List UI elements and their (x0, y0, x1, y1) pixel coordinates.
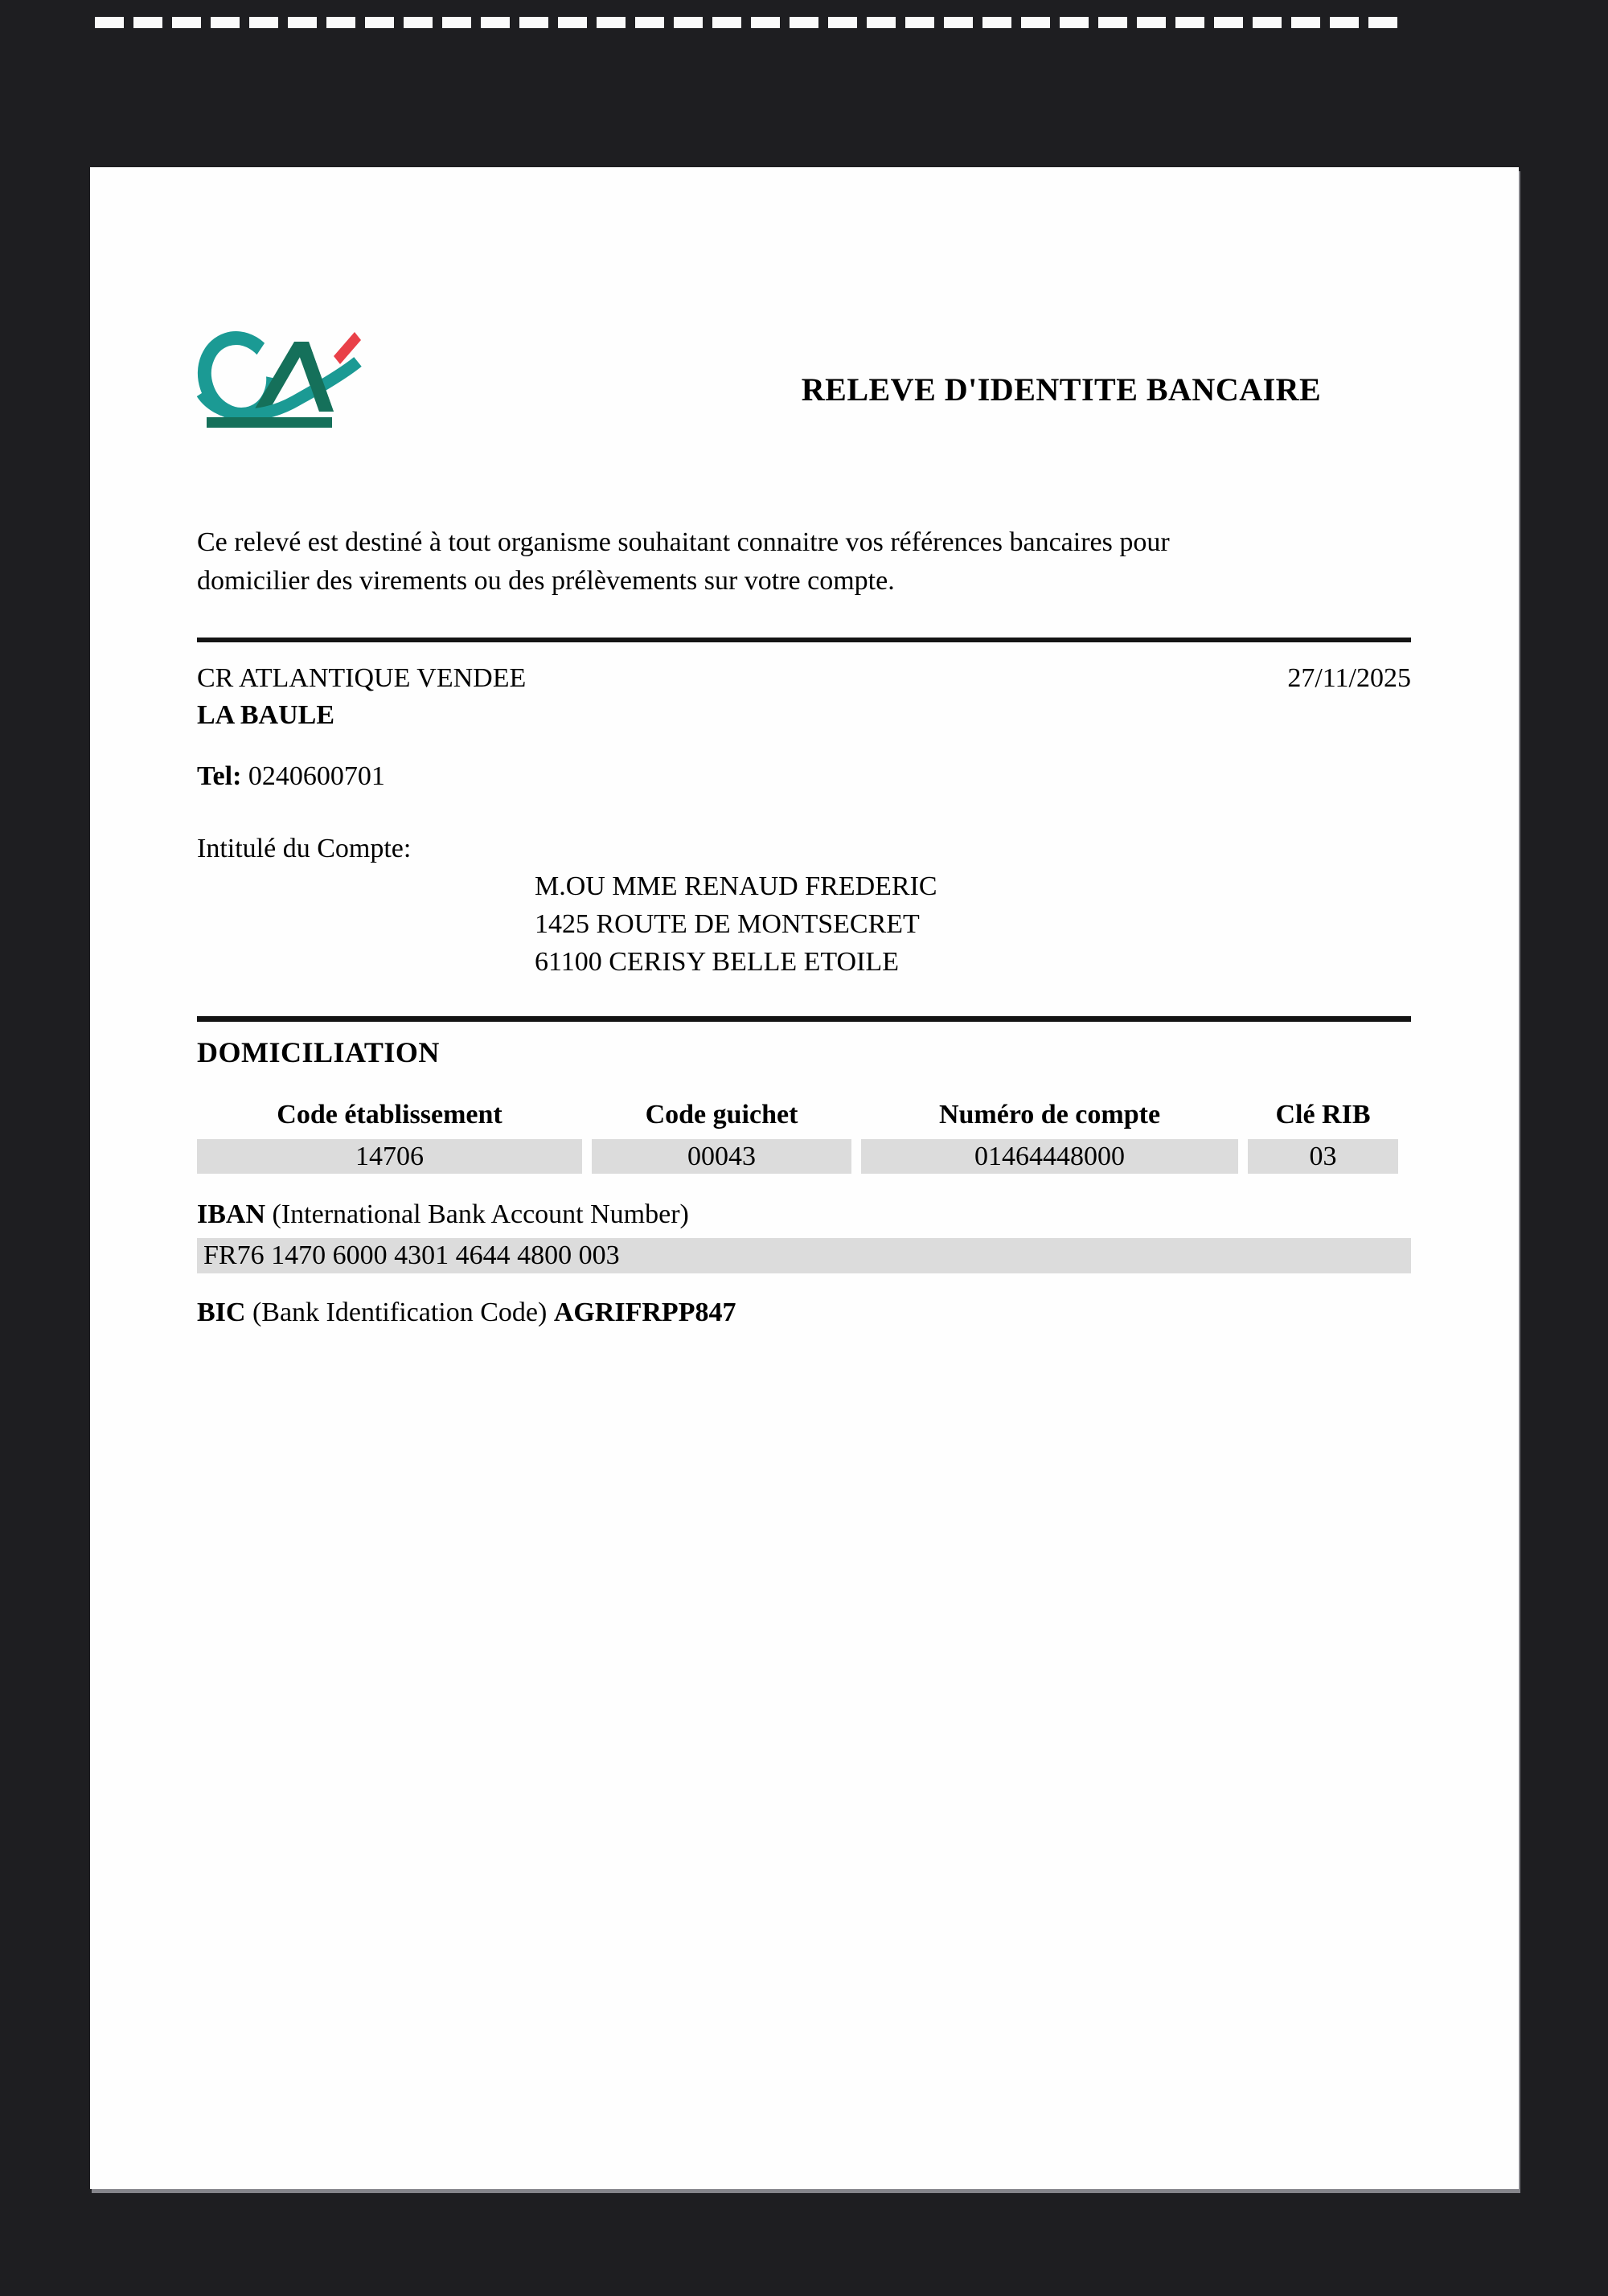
value-numero-compte: 01464448000 (861, 1139, 1238, 1174)
intro-line-1: Ce relevé est destiné à tout organisme souhaitant connaitre vos références bancaires pour (197, 527, 1170, 557)
account-holder-name: M.OU MME RENAUD FREDERIC (535, 871, 937, 901)
col-header-code-guichet: Code guichet (645, 1100, 798, 1130)
branch-city: LA BAULE (197, 700, 334, 730)
value-cle-rib: 03 (1248, 1139, 1398, 1174)
page-title: RELEVE D'IDENTITE BANCAIRE (801, 371, 1322, 408)
tel-value: 0240600701 (248, 761, 385, 791)
perforation-dashes (95, 17, 1397, 28)
rib-table-header (197, 1097, 1411, 1133)
bic-label-rest: (Bank Identification Code) (245, 1298, 554, 1327)
credit-agricole-logo (197, 326, 362, 428)
horizontal-rule-domiciliation (197, 1016, 1411, 1022)
bic-line (197, 1294, 1411, 1331)
horizontal-rule-top (197, 638, 1411, 642)
value-code-etablissement: 14706 (197, 1139, 582, 1174)
document-date: 27/11/2025 (1287, 663, 1411, 693)
account-holder-block (535, 867, 1411, 981)
domiciliation-heading: DOMICILIATION (197, 1036, 440, 1068)
intro-paragraph (197, 523, 1411, 601)
account-holder-address2: 61100 CERISY BELLE ETOILE (535, 947, 899, 977)
telephone-line (197, 758, 1411, 795)
credit-agricole-logo-icon (197, 326, 362, 428)
rib-table-values (197, 1139, 1411, 1174)
bic-label: BIC (197, 1298, 246, 1327)
col-header-numero-compte: Numéro de compte (938, 1100, 1161, 1130)
value-code-guichet: 00043 (592, 1139, 851, 1174)
iban-label-rest: (International Bank Account Number) (265, 1199, 689, 1229)
branch-name: CR ATLANTIQUE VENDEE (197, 663, 527, 693)
col-header-code-etablissement: Code établissement (277, 1100, 503, 1130)
col-header-cle-rib: Clé RIB (1275, 1100, 1371, 1130)
iban-value: FR76 1470 6000 4301 4644 4800 003 (197, 1238, 1411, 1273)
account-title-label: Intitulé du Compte: (197, 834, 412, 863)
document-page (90, 167, 1519, 2189)
tel-label: Tel: (197, 761, 242, 791)
page-content (90, 167, 1519, 2189)
iban-label: IBAN (197, 1199, 266, 1229)
account-holder-address1: 1425 ROUTE DE MONTSECRET (535, 909, 920, 939)
document-header (197, 167, 1411, 430)
iban-label-line (197, 1196, 1411, 1233)
branch-row (197, 660, 1411, 697)
bic-value: AGRIFRPP847 (553, 1298, 736, 1327)
intro-line-2: domicilier des virements ou des prélèvements sur votre compte. (197, 566, 895, 596)
